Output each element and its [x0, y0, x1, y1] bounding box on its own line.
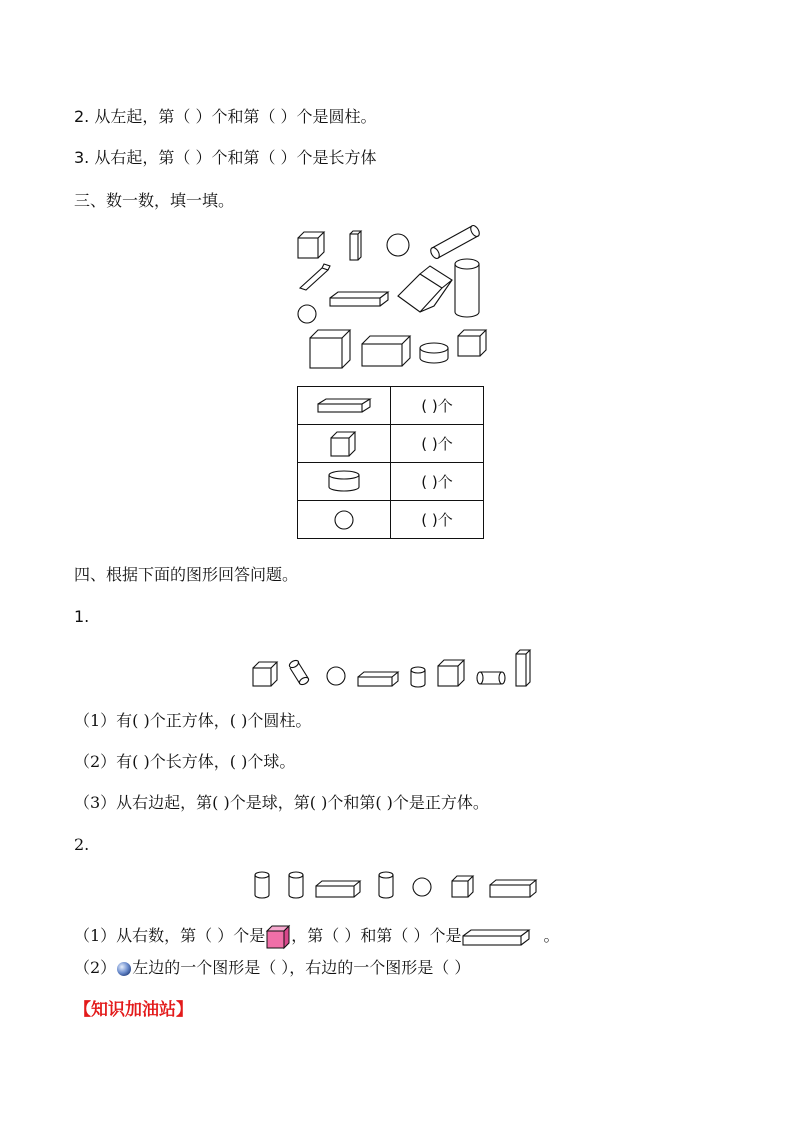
- table-row: [298, 463, 484, 501]
- cube-icon: [310, 330, 350, 368]
- sphere-icon: [327, 667, 345, 685]
- p2-q2-part-a: （2）: [74, 958, 117, 977]
- cube-icon: [458, 330, 486, 356]
- cuboid-icon: [316, 397, 372, 415]
- cube-icon: [438, 660, 464, 686]
- answer-blank[interactable]: ( )个: [391, 501, 484, 539]
- answer-blank[interactable]: ( )个: [391, 425, 484, 463]
- table-row: [298, 425, 484, 463]
- sphere-icon: [387, 234, 409, 256]
- p2-q1-part-a: （1）从右数，第（ ）个是: [74, 926, 266, 945]
- cylinder-icon: [411, 667, 425, 687]
- p1-question-3: （3）从右边起，第( )个是球，第( )个和第( )个是正方体。: [74, 793, 489, 812]
- problem-1-shapes: [250, 648, 540, 690]
- cuboid-icon: [300, 264, 330, 290]
- p2-question-1: [74, 922, 559, 950]
- cylinder-icon: [326, 469, 362, 495]
- table-row: [298, 387, 484, 425]
- table-shape-cell: [298, 425, 391, 463]
- pink-cube-icon: [265, 924, 291, 950]
- cube-icon: [329, 430, 359, 458]
- cuboid-icon: [490, 880, 536, 897]
- cuboid-icon: [362, 336, 410, 366]
- cylinder-icon: [288, 659, 310, 686]
- problem-2-label: 2.: [74, 835, 90, 854]
- p2-q1-part-c: 。: [543, 926, 560, 945]
- cylinder-icon: [455, 259, 479, 317]
- shape-collage: [290, 226, 500, 374]
- cylinder-icon: [429, 224, 481, 260]
- cuboid-icon: [516, 650, 530, 686]
- ball-icon: [116, 961, 132, 977]
- sphere-icon: [332, 508, 356, 532]
- question-2: 2. 从左起，第（ ）个和第（ ）个是圆柱。: [74, 107, 377, 126]
- table-shape-cell: [298, 501, 391, 539]
- p2-q1-part-b: ，第（ ）和第（ ）个是: [291, 926, 462, 945]
- problem-1-label: 1.: [74, 607, 90, 626]
- cylinder-icon: [379, 872, 393, 898]
- p1-question-2: （2）有( )个长方体，( )个球。: [74, 752, 296, 771]
- p2-q2-part-b: 左边的一个图形是（ ），右边的一个图形是（ ）: [132, 958, 471, 977]
- table-shape-cell: [298, 387, 391, 425]
- problem-2-shapes: [250, 869, 540, 901]
- knowledge-station-title: 【知识加油站】: [74, 1000, 193, 1020]
- count-table: [297, 386, 484, 539]
- answer-blank[interactable]: ( )个: [391, 387, 484, 425]
- section-3-title: 三、数一数，填一填。: [74, 191, 235, 210]
- cuboid-icon: [330, 292, 388, 306]
- cuboid-icon: [350, 231, 361, 260]
- cuboid-icon: [316, 881, 360, 897]
- cube-icon: [298, 232, 324, 258]
- section-4-title: 四、根据下面的图形回答问题。: [74, 565, 299, 584]
- table-shape-cell: [298, 463, 391, 501]
- answer-blank[interactable]: ( )个: [391, 463, 484, 501]
- p2-question-2: [74, 958, 470, 978]
- sphere-icon: [298, 305, 316, 323]
- sphere-icon: [413, 878, 431, 896]
- table-row: [298, 501, 484, 539]
- cuboid-icon: [461, 926, 533, 948]
- cylinder-icon: [477, 672, 505, 684]
- question-3: 3. 从右起，第（ ）个和第（ ）个是长方体: [74, 148, 377, 167]
- cube-icon: [253, 662, 277, 686]
- p1-question-1: （1）有( )个正方体，( )个圆柱。: [74, 711, 312, 730]
- cuboid-icon: [358, 672, 398, 686]
- cylinder-icon: [420, 343, 448, 363]
- cube-icon: [398, 266, 452, 312]
- cylinder-icon: [289, 872, 303, 898]
- cube-icon: [452, 876, 473, 897]
- cylinder-icon: [255, 872, 269, 898]
